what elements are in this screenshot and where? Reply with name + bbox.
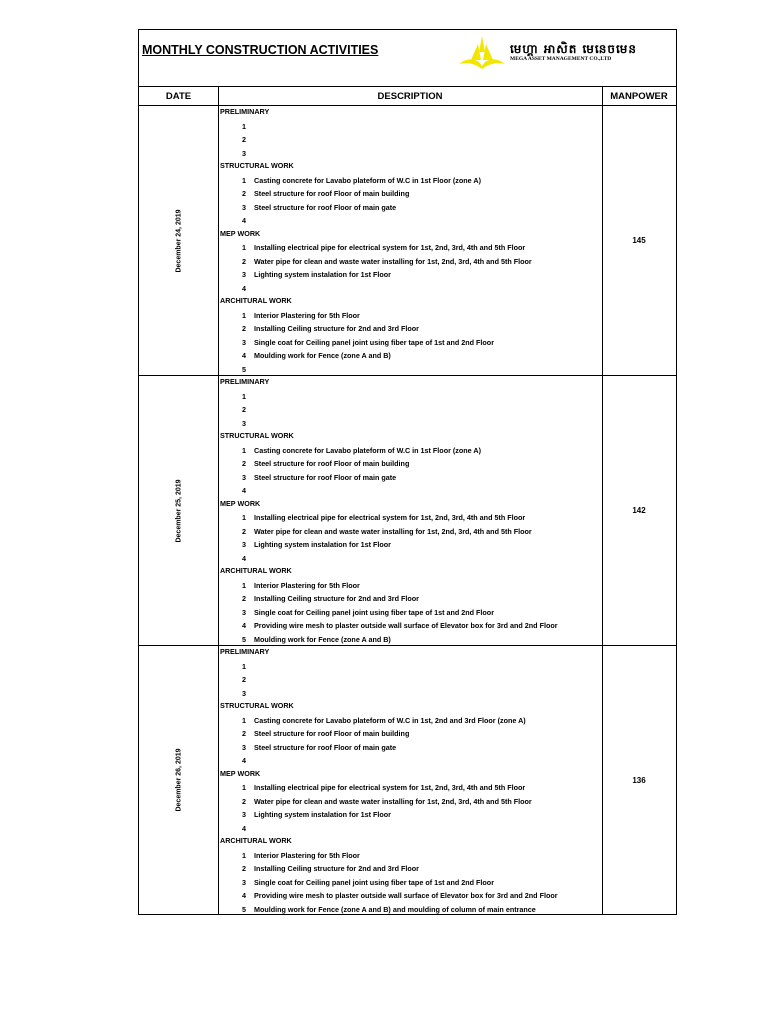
- activity-item: [219, 363, 601, 377]
- date-text: December 25, 2019: [175, 478, 182, 543]
- item-text: Interior Plastering for 5th Floor: [254, 580, 360, 590]
- logo-english-text: MEGA ASSET MANAGEMENT CO.,LTD: [510, 56, 612, 62]
- item-text: Interior Plastering for 5th Floor: [254, 310, 360, 320]
- item-text: Installing electrical pipe for electrical system for 1st, 2nd, 3rd, 4th and 5th Floor: [254, 783, 526, 792]
- item-number: 2: [242, 675, 246, 684]
- activity-item: [219, 754, 601, 768]
- item-text: Water pipe for clean and waste water installing for 1st, 2nd, 3rd, 4th and 5th Floor: [254, 526, 532, 536]
- item-number: 1: [242, 445, 246, 455]
- item-text: Providing wire mesh to plaster outside wall surface of Elevator box for 3rd and 2nd Floor: [254, 891, 558, 900]
- item-text: Lighting system instalation for 1st Floor: [254, 270, 391, 279]
- section-title: STRUCTURAL WORK: [220, 701, 294, 710]
- item-number: 1: [242, 391, 246, 401]
- activity-item: [219, 336, 601, 350]
- item-number: 4: [242, 486, 246, 495]
- activity-item: [219, 903, 601, 917]
- activity-item: [219, 781, 601, 795]
- activity-item: [219, 187, 601, 201]
- sheet-header: [139, 30, 676, 87]
- section-title: MEP WORK: [220, 768, 261, 778]
- section-title: ARCHITURAL WORK: [220, 296, 292, 305]
- item-number: 2: [242, 189, 246, 198]
- activity-item: [219, 727, 601, 741]
- item-text: Single coat for Ceiling panel joint using fiber tape of 1st and 2nd Floor: [254, 877, 494, 887]
- activity-item: [219, 417, 601, 431]
- description-cell: [219, 646, 601, 916]
- activity-item: [219, 133, 601, 147]
- manpower-value: 145: [632, 236, 646, 245]
- item-text: Moulding work for Fence (zone A and B) and moulding of column of main entrance: [254, 904, 536, 914]
- item-number: 1: [242, 850, 246, 860]
- activity-item: [219, 268, 601, 282]
- item-number: 4: [242, 216, 246, 225]
- item-number: 4: [242, 756, 246, 765]
- item-number: 1: [242, 513, 246, 522]
- activity-item: [219, 619, 601, 633]
- logo-khmer-text: មេហ្គា អាសិត មេនេចមេន: [510, 42, 637, 56]
- item-number: 1: [242, 783, 246, 792]
- section-title: ARCHITURAL WORK: [220, 566, 292, 575]
- activity-item: [219, 511, 601, 525]
- item-text: Water pipe for clean and waste water installing for 1st, 2nd, 3rd, 4th and 5th Floor: [254, 256, 532, 266]
- item-number: 3: [242, 540, 246, 549]
- logo-emblem-icon: [457, 34, 507, 70]
- page-title: MONTHLY CONSTRUCTION ACTIVITIES: [142, 43, 379, 57]
- item-number: 3: [242, 270, 246, 279]
- item-text: Lighting system instalation for 1st Floor: [254, 810, 391, 819]
- section-title: PRELIMINARY: [220, 107, 270, 116]
- item-number: 4: [242, 621, 246, 630]
- activity-item: [219, 174, 601, 188]
- item-number: 2: [242, 594, 246, 603]
- item-number: 3: [242, 607, 246, 617]
- item-number: 1: [242, 580, 246, 590]
- item-number: 3: [242, 202, 246, 212]
- activity-item: [219, 633, 601, 647]
- activity-item: [219, 201, 601, 215]
- item-number: 2: [242, 256, 246, 266]
- activity-item: [219, 862, 601, 876]
- activity-item: [219, 795, 601, 809]
- item-text: Moulding work for Fence (zone A and B): [254, 634, 391, 644]
- item-number: 2: [242, 526, 246, 536]
- item-text: Installing Ceiling structure for 2nd and 3rd Floor: [254, 594, 419, 603]
- date-cell: [139, 646, 218, 914]
- item-number: 1: [242, 310, 246, 320]
- item-text: Single coat for Ceiling panel joint using fiber tape of 1st and 2nd Floor: [254, 337, 494, 347]
- activity-item: [219, 309, 601, 323]
- activity-item: [219, 147, 601, 161]
- item-number: 5: [242, 364, 246, 374]
- item-number: 2: [242, 405, 246, 414]
- activity-item: [219, 444, 601, 458]
- item-number: 2: [242, 459, 246, 468]
- section-title: MEP WORK: [220, 228, 261, 238]
- activity-item: [219, 660, 601, 674]
- activity-item: [219, 714, 601, 728]
- date-cell: [139, 376, 218, 645]
- item-text: Casting concrete for Lavabo plateform of W.C in 1st, 2nd and 3rd Floor (zone A): [254, 715, 526, 725]
- item-number: 4: [242, 823, 246, 833]
- item-text: Casting concrete for Lavabo plateform of W.C in 1st Floor (zone A): [254, 175, 481, 185]
- item-number: 4: [242, 553, 246, 563]
- activity-item: [219, 741, 601, 755]
- activity-item: [219, 471, 601, 485]
- section-title: STRUCTURAL WORK: [220, 431, 294, 440]
- day-block: [139, 376, 676, 646]
- item-number: 3: [242, 810, 246, 819]
- item-number: 2: [242, 729, 246, 738]
- item-text: Steel structure for roof Floor of main building: [254, 189, 410, 198]
- column-header-date: DATE: [139, 87, 218, 106]
- item-text: Steel structure for roof Floor of main gate: [254, 742, 397, 752]
- day-block: [139, 646, 676, 914]
- item-text: Steel structure for roof Floor of main building: [254, 729, 410, 738]
- item-text: Moulding work for Fence (zone A and B): [254, 351, 391, 360]
- date-text: December 26, 2019: [175, 748, 182, 812]
- item-number: 1: [242, 243, 246, 252]
- date-cell: [139, 106, 218, 375]
- item-text: Steel structure for roof Floor of main building: [254, 459, 410, 468]
- item-text: Installing Ceiling structure for 2nd and 3rd Floor: [254, 864, 419, 873]
- activity-item: [219, 889, 601, 903]
- activity-item: [219, 120, 601, 134]
- activity-item: [219, 606, 601, 620]
- activity-item: [219, 349, 601, 363]
- item-number: 1: [242, 715, 246, 725]
- section-title: STRUCTURAL WORK: [220, 161, 294, 170]
- item-text: Installing Ceiling structure for 2nd and 3rd Floor: [254, 324, 419, 333]
- item-number: 2: [242, 796, 246, 806]
- item-text: Lighting system instalation for 1st Floor: [254, 540, 391, 549]
- activity-item: [219, 322, 601, 336]
- item-number: 3: [242, 688, 246, 698]
- activity-item: [219, 592, 601, 606]
- activity-item: [219, 579, 601, 593]
- activity-item: [219, 687, 601, 701]
- item-number: 4: [242, 891, 246, 900]
- item-text: Casting concrete for Lavabo plateform of W.C in 1st Floor (zone A): [254, 445, 481, 455]
- activity-item: [219, 673, 601, 687]
- item-number: 5: [242, 904, 246, 914]
- activity-item: [219, 484, 601, 498]
- item-number: 3: [242, 877, 246, 887]
- activity-item: [219, 214, 601, 228]
- activity-item: [219, 403, 601, 417]
- item-text: Providing wire mesh to plaster outside wall surface of Elevator box for 3rd and 2nd Floor: [254, 621, 558, 630]
- activity-item: [219, 822, 601, 836]
- item-text: Water pipe for clean and waste water installing for 1st, 2nd, 3rd, 4th and 5th Floor: [254, 796, 532, 806]
- activity-item: [219, 849, 601, 863]
- item-number: 2: [242, 864, 246, 873]
- item-text: Installing electrical pipe for electrical system for 1st, 2nd, 3rd, 4th and 5th Floor: [254, 243, 526, 252]
- item-number: 3: [242, 742, 246, 752]
- activity-item: [219, 525, 601, 539]
- activity-item: [219, 538, 601, 552]
- item-number: 3: [242, 418, 246, 428]
- manpower-value: 142: [632, 506, 646, 515]
- item-number: 3: [242, 337, 246, 347]
- activity-item: [219, 876, 601, 890]
- item-number: 2: [242, 324, 246, 333]
- item-text: Steel structure for roof Floor of main gate: [254, 472, 397, 482]
- description-cell: [219, 376, 601, 646]
- day-block: [139, 106, 676, 376]
- item-number: 4: [242, 351, 246, 360]
- construction-sheet: [138, 29, 677, 915]
- manpower-value: 136: [632, 775, 646, 785]
- activity-item: [219, 390, 601, 404]
- item-number: 1: [242, 175, 246, 185]
- activity-item: [219, 282, 601, 296]
- item-text: Interior Plastering for 5th Floor: [254, 850, 360, 860]
- company-logo: [457, 34, 667, 74]
- description-cell: [219, 106, 601, 376]
- activity-item: [219, 552, 601, 566]
- date-text: December 24, 2019: [175, 208, 182, 273]
- activity-item: [219, 808, 601, 822]
- column-header-description: DESCRIPTION: [218, 87, 602, 106]
- item-number: 4: [242, 283, 246, 293]
- activity-item: [219, 241, 601, 255]
- section-title: MEP WORK: [220, 498, 261, 508]
- item-number: 3: [242, 148, 246, 158]
- activity-item: [219, 457, 601, 471]
- section-title: ARCHITURAL WORK: [220, 836, 292, 845]
- item-number: 1: [242, 121, 246, 131]
- section-title: PRELIMINARY: [220, 377, 270, 386]
- item-text: Steel structure for roof Floor of main gate: [254, 202, 397, 212]
- activity-item: [219, 255, 601, 269]
- item-text: Installing electrical pipe for electrical system for 1st, 2nd, 3rd, 4th and 5th Floor: [254, 513, 526, 522]
- item-number: 3: [242, 472, 246, 482]
- item-number: 1: [242, 661, 246, 671]
- section-title: PRELIMINARY: [220, 647, 270, 656]
- item-text: Single coat for Ceiling panel joint using fiber tape of 1st and 2nd Floor: [254, 607, 494, 617]
- item-number: 5: [242, 634, 246, 644]
- column-header-manpower: MANPOWER: [602, 87, 676, 106]
- item-number: 2: [242, 135, 246, 144]
